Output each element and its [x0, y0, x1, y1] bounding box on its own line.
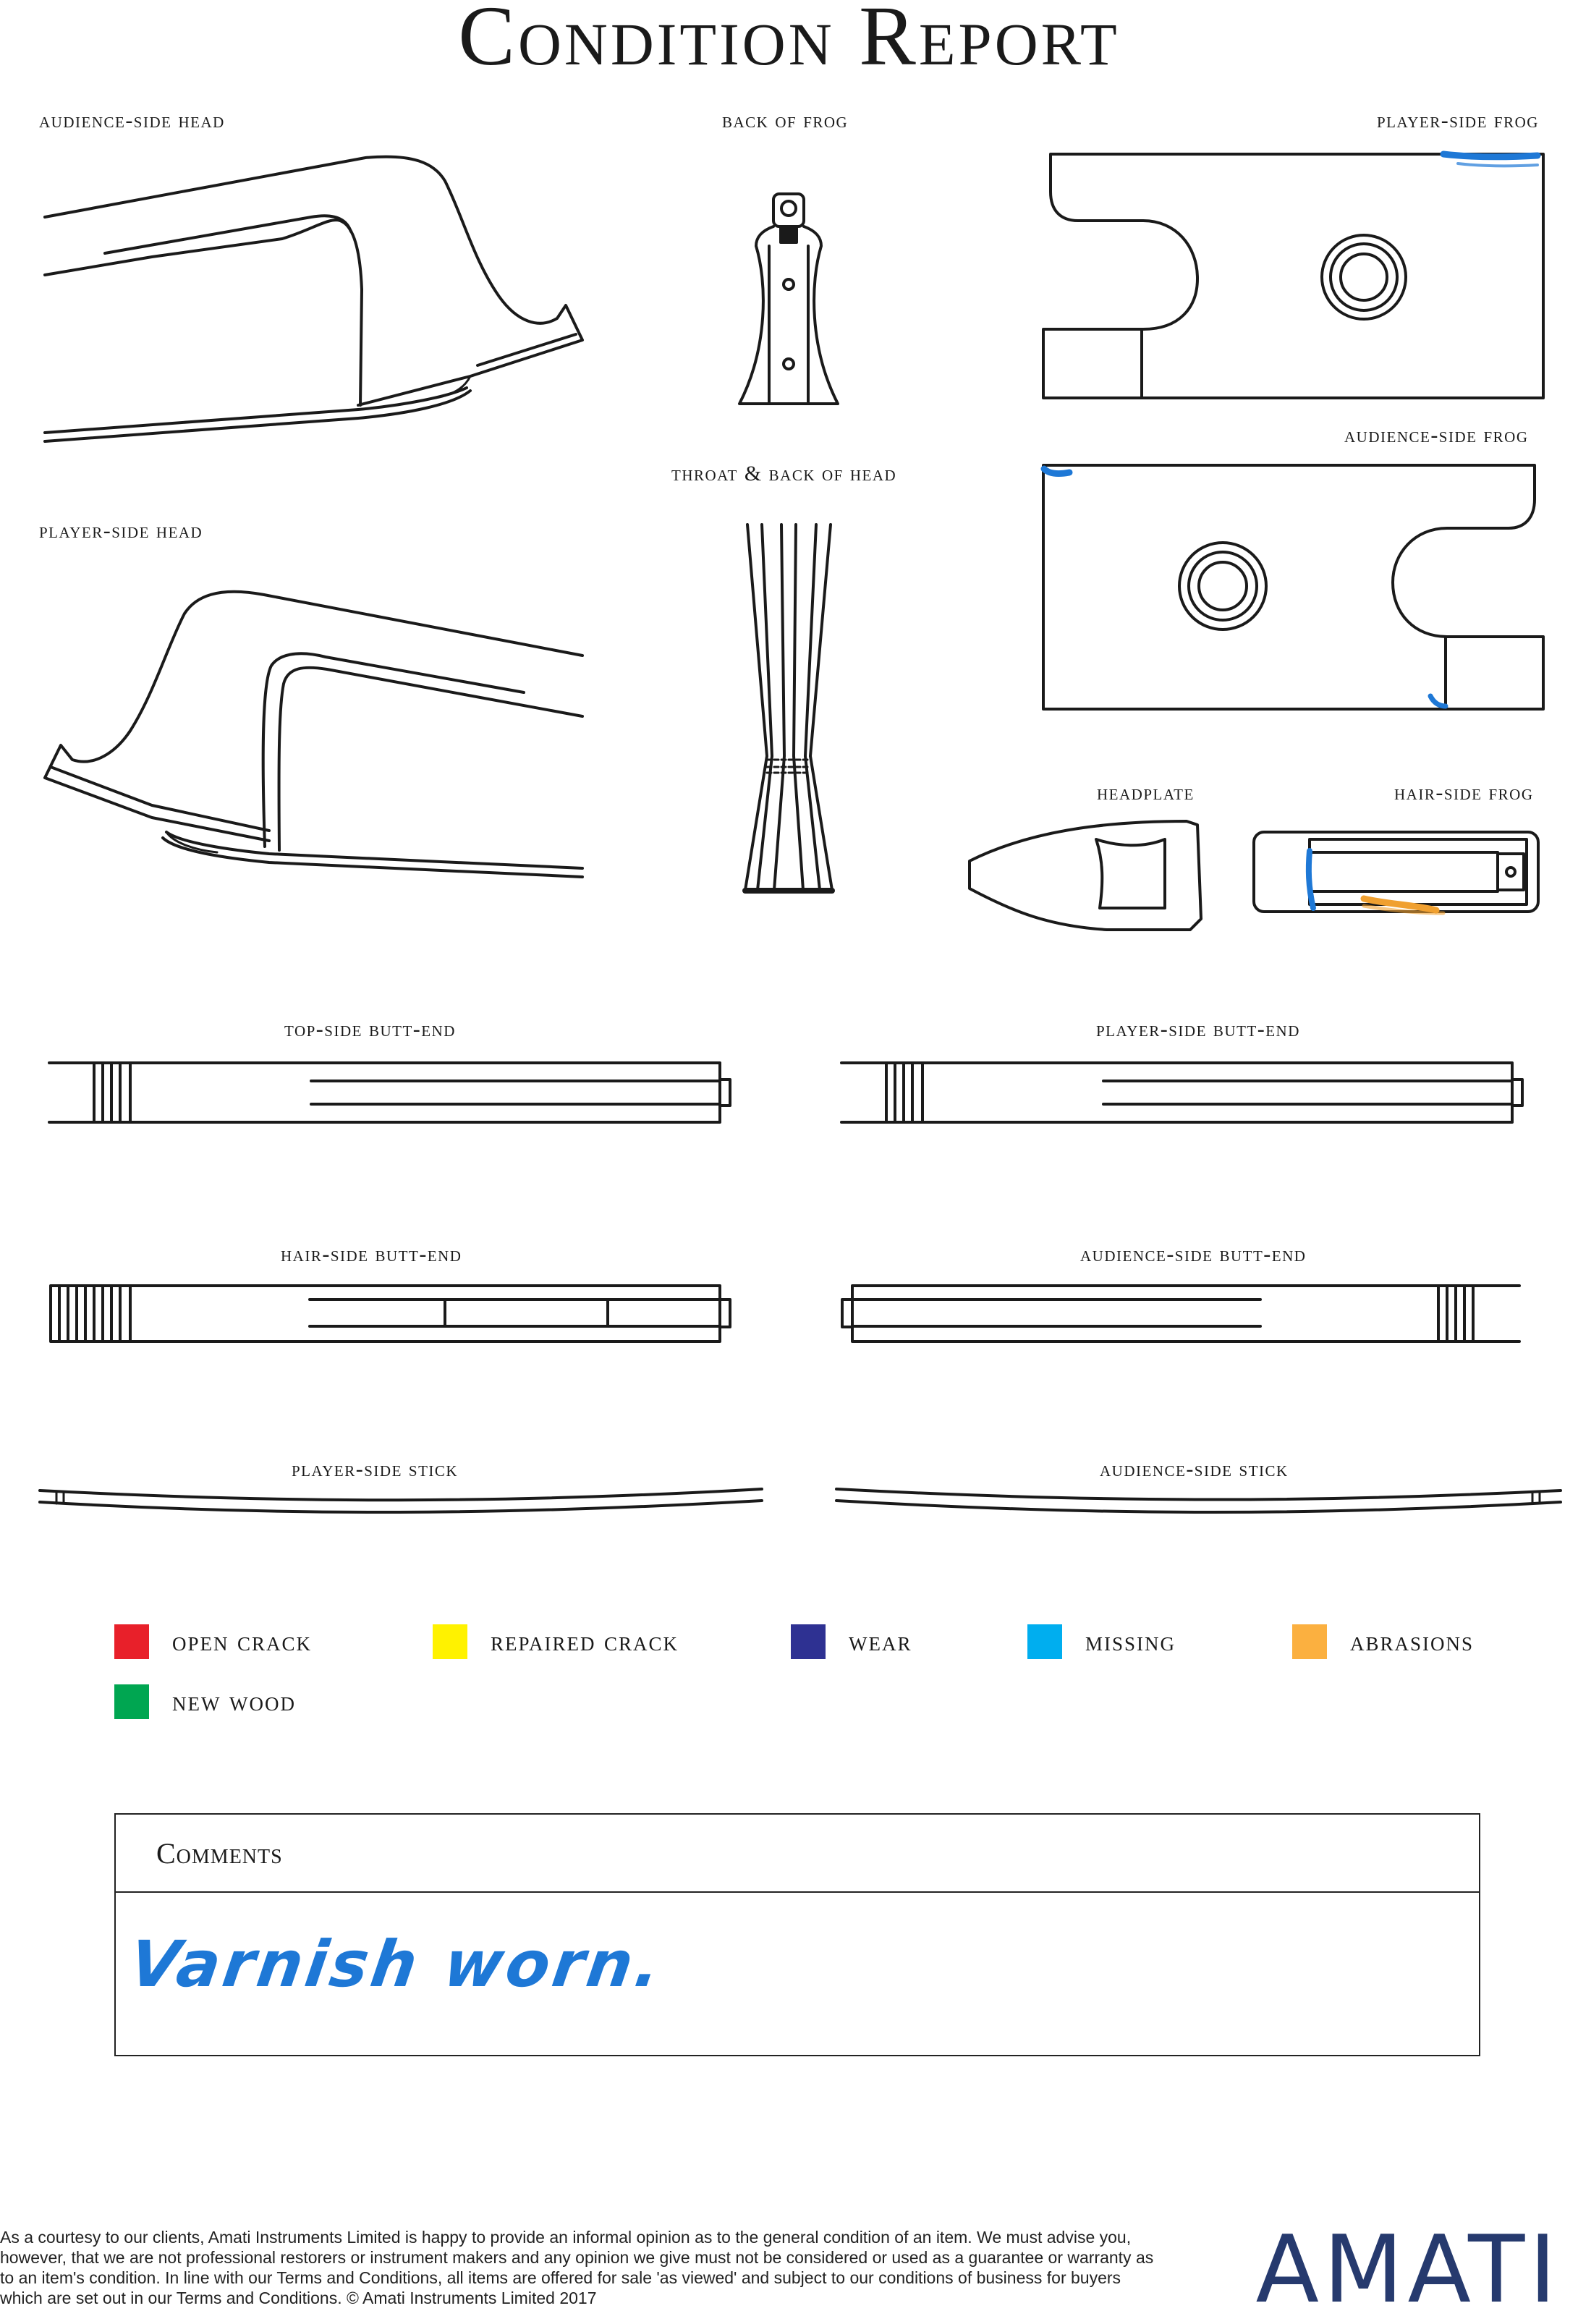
- legend-swatch-abrasions: [1292, 1624, 1327, 1659]
- legend-label-missing: missing: [1085, 1627, 1176, 1657]
- player-side-frog-drawing: [1043, 154, 1543, 398]
- label-top-side-butt-end: top-side butt-end: [284, 1017, 456, 1041]
- legend-swatch-open-crack: [114, 1624, 149, 1659]
- label-audience-side-stick: audience-side stick: [1100, 1457, 1289, 1481]
- headplate-drawing: [970, 821, 1201, 930]
- legend-swatch-missing: [1027, 1624, 1062, 1659]
- legend-label-abrasions: abrasions: [1350, 1627, 1475, 1657]
- audience-side-frog-drawing: [1043, 465, 1543, 709]
- legend-label-open-crack: open crack: [172, 1627, 313, 1657]
- disclaimer-text: As a courtesy to our clients, Amati Instruments Limited is happy to provide an informal opinion as to the general condition of an item. We must advise you, however, that we are not professional restorers or instrument makers and any opinion we give must not be considered or used as a guarantee or warranty as to an item's condition. In line with our Terms and Conditions, all items are offered for sale 'as viewed' and subject to our conditions of business for buyers which are set out in our Terms and Conditions. © Amati Instruments Limited 2017: [0, 2228, 1154, 2307]
- label-audience-side-frog: audience-side frog: [1344, 423, 1529, 447]
- legend-label-new-wood: new wood: [172, 1687, 296, 1717]
- label-player-side-stick: player-side stick: [292, 1457, 459, 1481]
- player-side-butt-end-drawing: [841, 1063, 1522, 1122]
- audience-side-stick-drawing: [836, 1489, 1561, 1512]
- legend-label-repaired-crack: repaired crack: [491, 1627, 679, 1657]
- label-hair-side-frog: hair-side frog: [1394, 781, 1534, 805]
- label-audience-side-head: audience-side head: [39, 109, 225, 132]
- hair-side-butt-end-drawing: [51, 1286, 730, 1341]
- comments-handwritten-text[interactable]: Varnish worn.: [124, 1927, 669, 2001]
- legend-swatch-repaired-crack: [433, 1624, 467, 1659]
- audience-side-butt-end-drawing: [842, 1286, 1519, 1341]
- throat-back-of-head-drawing: [745, 525, 832, 891]
- player-side-stick-drawing: [40, 1489, 762, 1512]
- legend-swatch-wear: [791, 1624, 826, 1659]
- audience-side-head-drawing: [45, 157, 582, 441]
- page-title: Condition Report: [458, 0, 1120, 83]
- label-player-side-frog: player-side frog: [1377, 109, 1539, 132]
- label-hair-side-butt-end: hair-side butt-end: [281, 1242, 462, 1266]
- hair-side-frog-drawing: [1254, 832, 1538, 913]
- label-headplate: headplate: [1097, 781, 1195, 805]
- comments-header: [116, 1815, 1479, 1893]
- label-player-side-head: player-side head: [39, 519, 203, 543]
- amati-logo: AMATI: [1255, 2216, 1561, 2324]
- back-of-frog-drawing: [739, 194, 838, 404]
- comments-box: [114, 1813, 1480, 2056]
- label-back-of-frog: back of frog: [722, 109, 849, 132]
- player-side-head-drawing: [45, 592, 582, 877]
- label-player-side-butt-end: player-side butt-end: [1096, 1017, 1300, 1041]
- legend-swatch-new-wood: [114, 1684, 149, 1719]
- legend-label-wear: wear: [849, 1627, 912, 1657]
- label-audience-side-butt-end: audience-side butt-end: [1080, 1242, 1307, 1266]
- label-throat-back-of-head: throat & back of head: [671, 462, 897, 485]
- comments-title: Comments: [156, 1837, 283, 1870]
- top-side-butt-end-drawing: [49, 1063, 730, 1122]
